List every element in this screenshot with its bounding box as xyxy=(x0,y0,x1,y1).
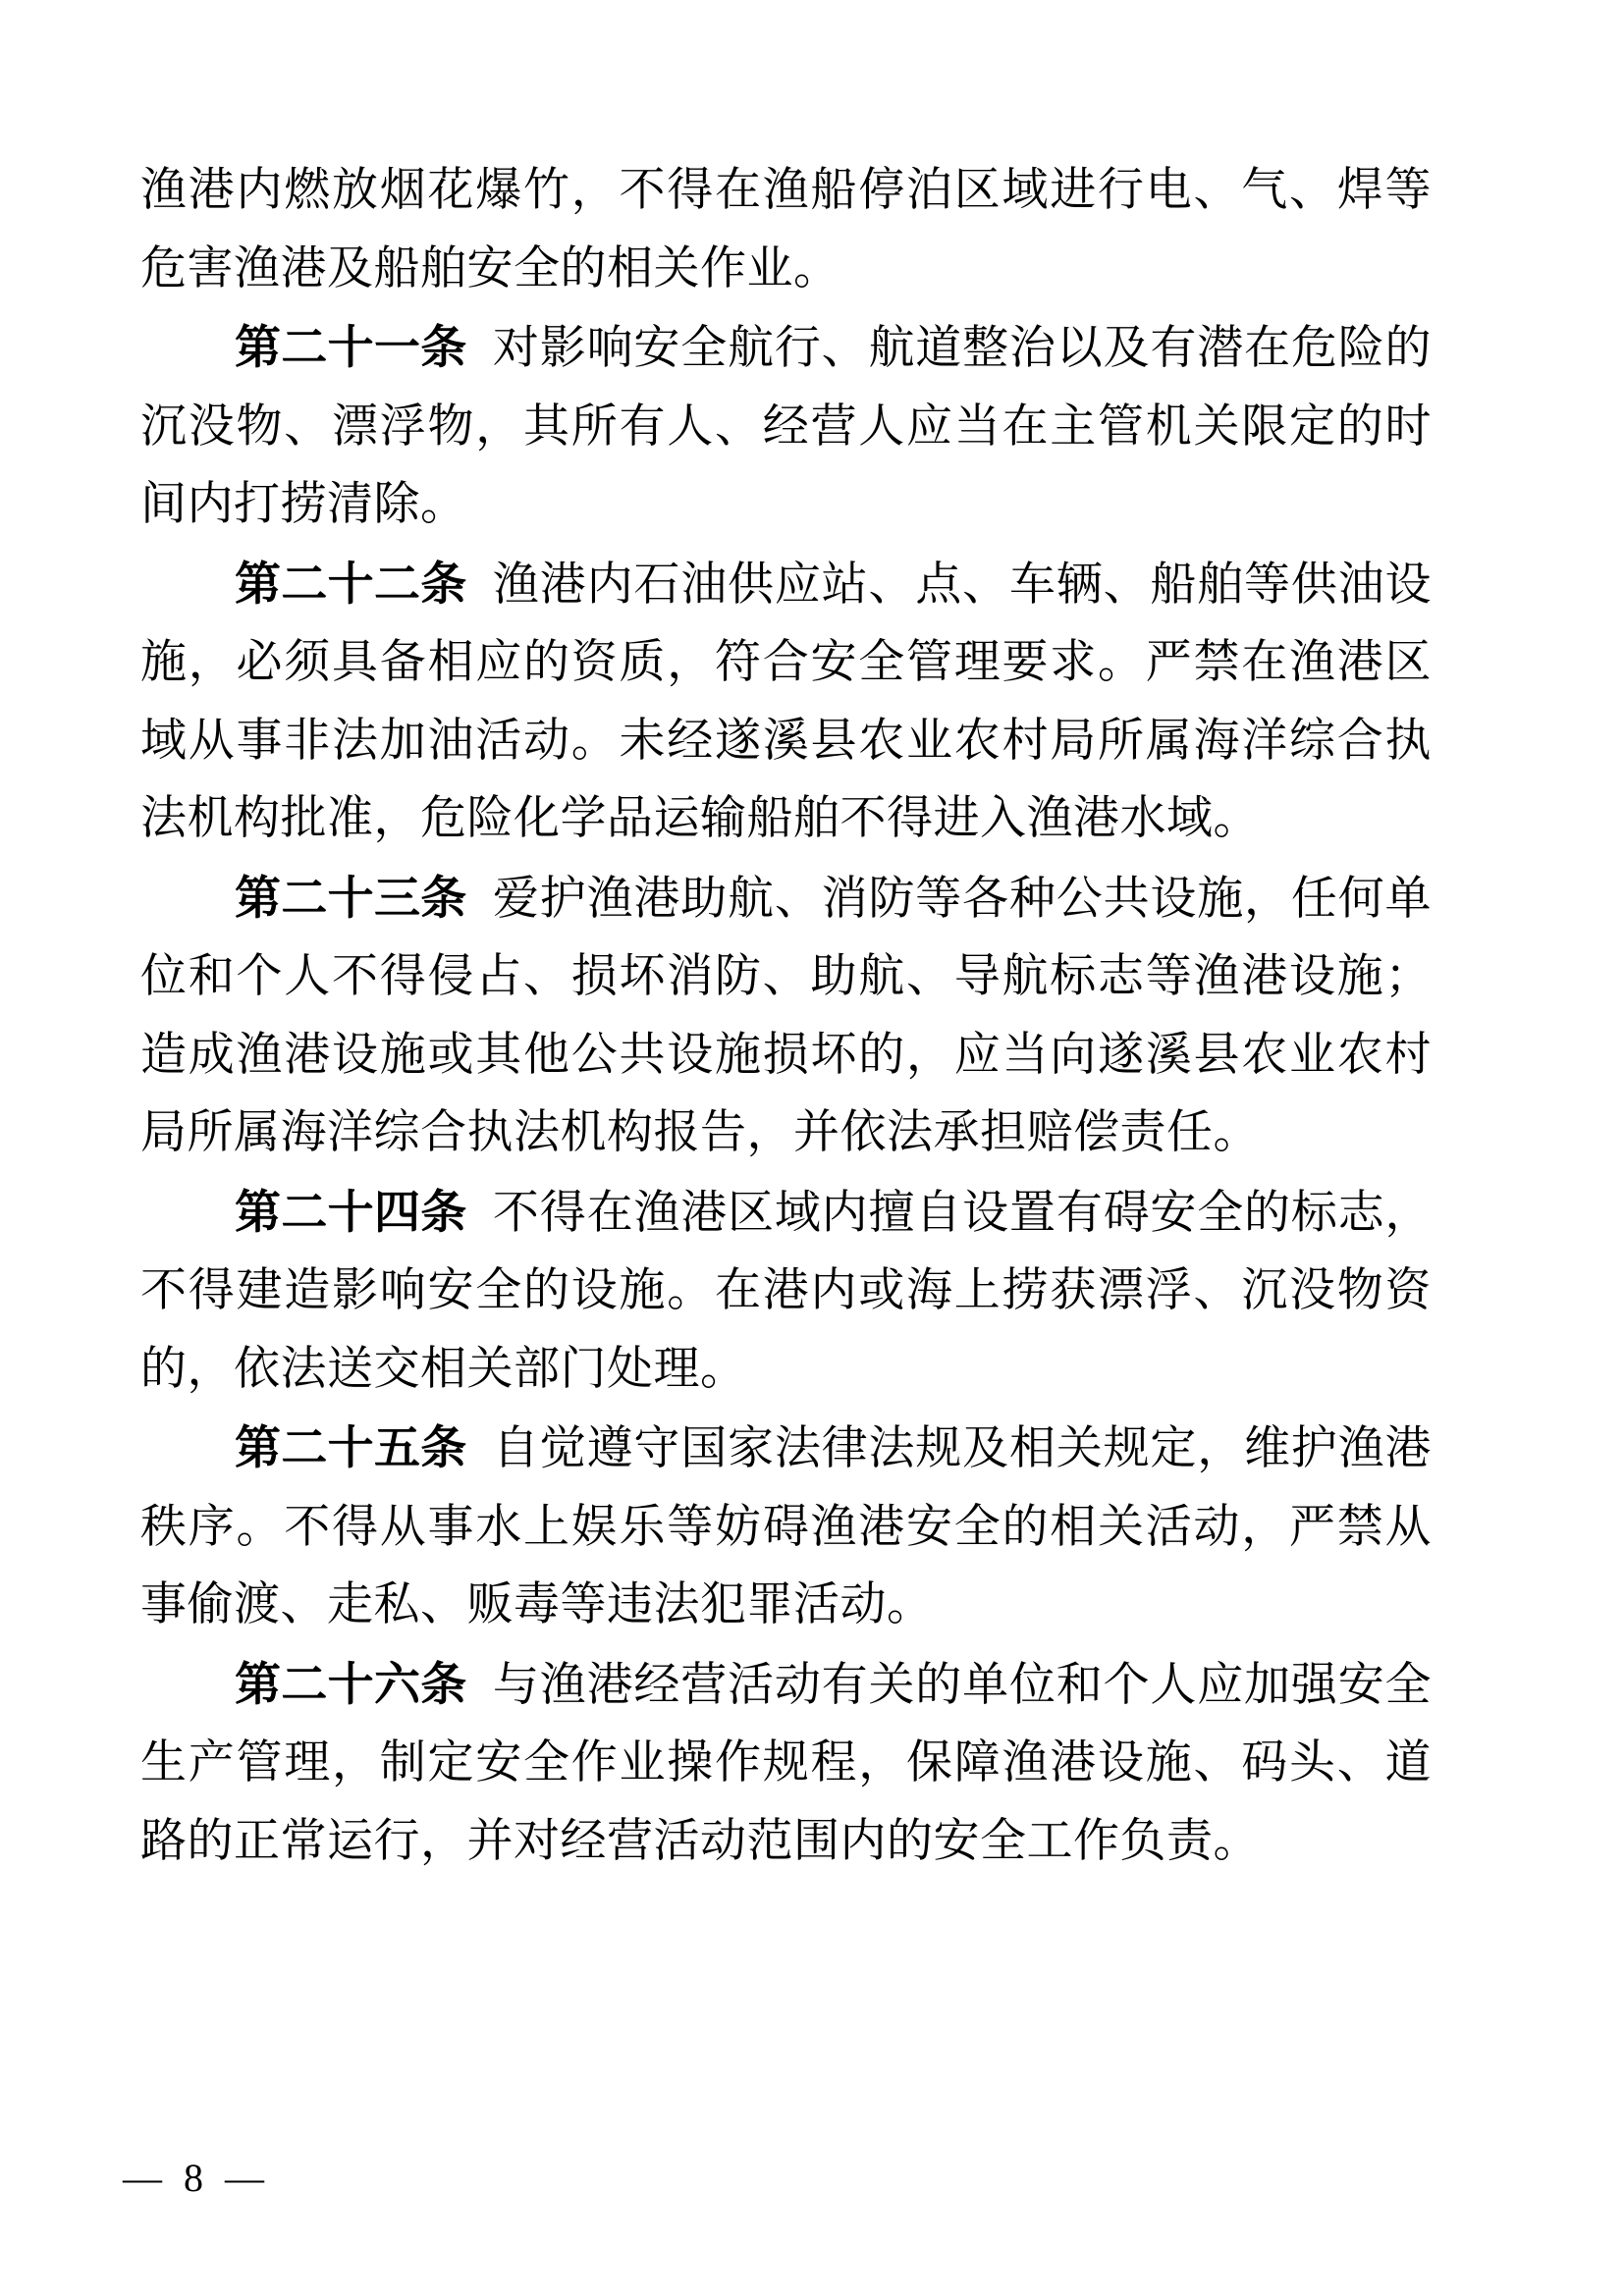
article-paragraph-23 xyxy=(140,859,1432,1173)
article-number-26: 第二十六条 xyxy=(235,1657,467,1710)
article-number-21: 第二十一条 xyxy=(235,321,467,373)
article-number-24: 第二十四条 xyxy=(235,1185,467,1238)
article-number-25: 第二十五条 xyxy=(235,1421,467,1473)
article-text-23: 爱护渔港助航、消防等各种公共设施，任何单位和个人不得侵占、损坏消防、助航、导航标志等渔港设施；造成渔港设施或其他公共设施损坏的，应当向遂溪县农业农村局所属海洋综合执法机构报告，并依法承担赔偿责任。 xyxy=(140,873,1433,1158)
article-number-22: 第二十二条 xyxy=(235,557,467,610)
continued-paragraph-text: 渔港内燃放烟花爆竹，不得在渔船停泊区域进行电、气、焊等危害渔港及船舶安全的相关作业。 xyxy=(140,165,1432,294)
document-body xyxy=(140,152,1432,1881)
article-text-22: 渔港内石油供应站、点、车辆、船舶等供油设施，必须具备相应的资质，符合安全管理要求。严禁在渔港区域从事非法加油活动。未经遂溪县农业农村局所属海洋综合执法机构批准，危险化学品运输船舶不得进入渔港水域。 xyxy=(140,559,1433,844)
article-text-21: 对影响安全航行、航道整治以及有潜在危险的沉没物、漂浮物，其所有人、经营人应当在主管机关限定的时间内打捞清除。 xyxy=(140,323,1433,530)
article-text-25: 自觉遵守国家法律法规及相关规定，维护渔港秩序。不得从事水上娱乐等妨碍渔港安全的相关活动，严禁从事偷渡、走私、贩毒等违法犯罪活动。 xyxy=(140,1423,1433,1630)
page-number-label: — 8 — xyxy=(123,2156,270,2200)
continued-paragraph xyxy=(140,152,1432,308)
article-paragraph-26 xyxy=(140,1645,1432,1882)
article-paragraph-25 xyxy=(140,1409,1432,1645)
article-text-26: 与渔港经营活动有关的单位和个人应加强安全生产管理，制定安全作业操作规程，保障渔港设施、码头、道路的正常运行，并对经营活动范围内的安全工作负责。 xyxy=(140,1659,1433,1867)
article-number-23: 第二十三条 xyxy=(235,871,467,924)
article-paragraph-21 xyxy=(140,308,1432,545)
article-paragraph-24 xyxy=(140,1173,1432,1410)
article-text-24: 不得在渔港区域内擅自设置有碍安全的标志，不得建造影响安全的设施。在港内或海上捞获漂浮、沉没物资的，依法送交相关部门处理。 xyxy=(140,1187,1433,1395)
page-number-footer xyxy=(0,2155,393,2201)
article-paragraph-22 xyxy=(140,545,1432,859)
